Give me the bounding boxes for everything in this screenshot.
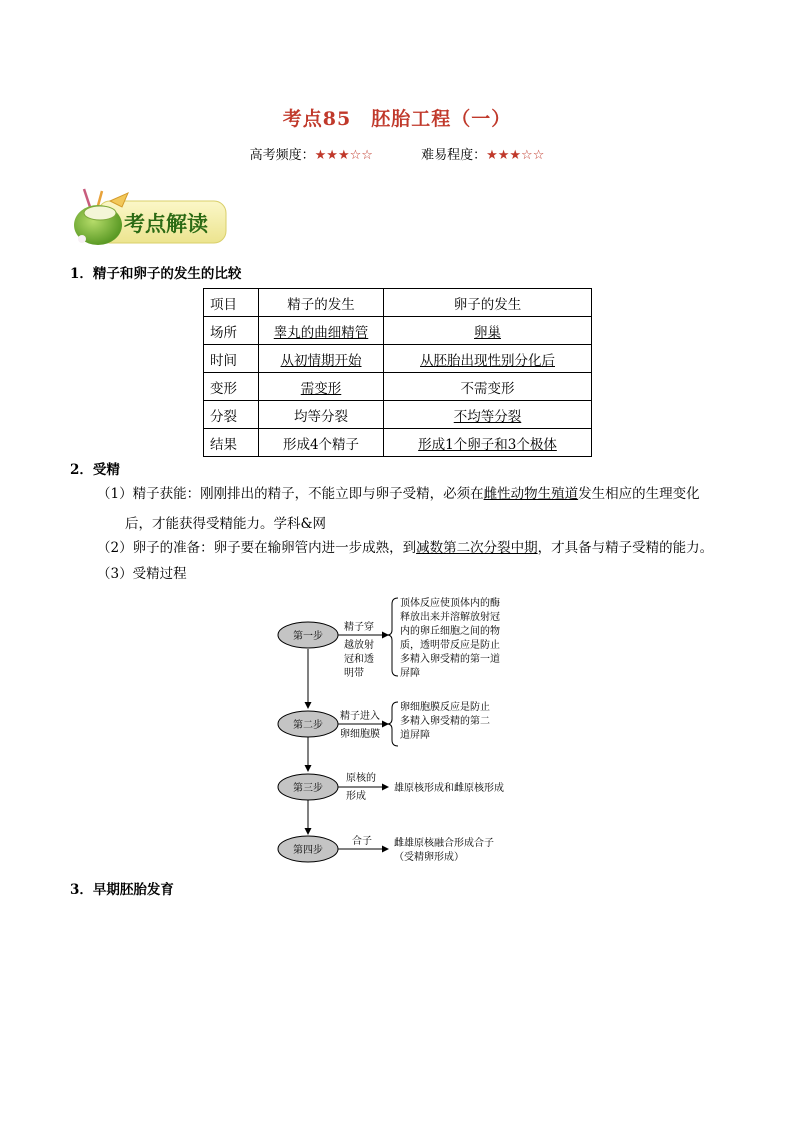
step-4 [278, 834, 494, 863]
step-result: 雌雄原核融合形成合子 [394, 838, 494, 849]
table-cell: 从胚胎出现性别分化后 [384, 345, 592, 373]
step-1 [278, 596, 500, 679]
table-row [204, 429, 592, 457]
frequency-rating [250, 144, 373, 163]
step-result: 内的卵丘细胞之间的物 [400, 626, 500, 637]
step-result: 顶体反应使顶体内的酶 [400, 598, 500, 609]
table-row [204, 401, 592, 429]
page-title: 考点85 胚胎工程（一） [282, 108, 512, 130]
difficulty-label: 难易程度： [421, 148, 487, 163]
table-cell: 需变形 [259, 373, 384, 401]
p2-underlined: 减数第二次分裂中期 [416, 540, 538, 556]
step-name: 第二步 [293, 720, 323, 731]
step-action: 明带 [344, 668, 364, 679]
p2-text-b: ，才具备与精子受精的能力。 [537, 540, 714, 556]
step-result: 质，透明带反应是防止 [400, 640, 500, 651]
table-row [204, 373, 592, 401]
paragraph-sperm-capacitation [97, 481, 737, 507]
table-cell: 从初情期开始 [259, 345, 384, 373]
rating-line [0, 144, 794, 163]
step-result: （受精卵形成） [394, 852, 464, 863]
p1-text-a: （1）精子获能：刚刚排出的精子，不能立即与卵子受精，必须在 [97, 486, 484, 502]
section-1-heading: 1．精子和卵子的发生的比较 [70, 266, 242, 282]
frequency-filled-stars: ★★★ [314, 148, 350, 163]
step-name: 第三步 [293, 783, 323, 794]
step-action: 越放射 [344, 640, 374, 651]
step-result: 雄原核形成和雌原核形成 [394, 783, 504, 794]
step-action: 精子穿 [344, 622, 374, 633]
banner-text: 考点解读 [124, 211, 208, 236]
step-result: 释放出来并溶解放射冠 [400, 612, 500, 623]
table-header: 卵子的发生 [384, 289, 592, 317]
table-row [204, 345, 592, 373]
table-header: 项目 [204, 289, 259, 317]
table-cell: 变形 [204, 373, 259, 401]
step-action: 形成 [346, 791, 366, 802]
p2-text-a: （2）卵子的准备：卵子要在输卵管内进一步成熟，到 [97, 540, 417, 556]
table-cell: 结果 [204, 429, 259, 457]
step-result: 多精入卵受精的第一道 [400, 654, 500, 665]
table-cell: 均等分裂 [259, 401, 384, 429]
p1-continuation: 后，才能获得受精能力。学科&网 [125, 516, 327, 532]
step-action: 冠和透 [344, 654, 374, 665]
table-cell: 场所 [204, 317, 259, 345]
table-header: 精子的发生 [259, 289, 384, 317]
step-result: 卵细胞膜反应是防止 [400, 702, 490, 713]
step-action: 合子 [352, 836, 372, 847]
table-cell: 形成1个卵子和3个极体 [384, 429, 592, 457]
p1-underlined: 雌性动物生殖道 [483, 486, 579, 502]
step-action: 卵细胞膜 [340, 729, 380, 740]
paragraph-egg-preparation [97, 535, 737, 561]
step-2 [278, 700, 490, 746]
step-result: 多精入卵受精的第二 [400, 716, 490, 727]
difficulty-empty-stars: ☆☆ [521, 148, 545, 163]
frequency-label: 高考频度： [249, 148, 315, 163]
comparison-table [203, 288, 592, 457]
step-result: 屏障 [400, 668, 420, 679]
table-cell: 不均等分裂 [384, 401, 592, 429]
difficulty-filled-stars: ★★★ [486, 148, 522, 163]
frequency-empty-stars: ☆☆ [349, 148, 373, 163]
table-cell: 时间 [204, 345, 259, 373]
table-header-row [204, 289, 592, 317]
step-3 [278, 771, 504, 802]
table-cell: 不需变形 [384, 373, 592, 401]
section-banner [70, 183, 230, 249]
step-result: 道屏障 [400, 730, 430, 741]
step-action: 精子进入 [340, 711, 380, 722]
fertilization-diagram [270, 590, 530, 865]
table-cell: 睾丸的曲细精管 [259, 317, 384, 345]
table-row [204, 317, 592, 345]
step-action: 原核的 [346, 773, 376, 784]
step-name: 第四步 [293, 845, 323, 856]
p1-text-b: 发生相应的生理变化 [578, 486, 700, 502]
step-name: 第一步 [293, 631, 323, 642]
table-cell: 分裂 [204, 401, 259, 429]
table-cell: 形成4个精子 [259, 429, 384, 457]
paragraph-fertilization-process: （3）受精过程 [97, 566, 187, 582]
table-cell: 卵巢 [384, 317, 592, 345]
section-3-heading: 3．早期胚胎发育 [70, 882, 174, 898]
difficulty-rating [421, 144, 544, 163]
section-2-heading: 2．受精 [70, 462, 120, 478]
